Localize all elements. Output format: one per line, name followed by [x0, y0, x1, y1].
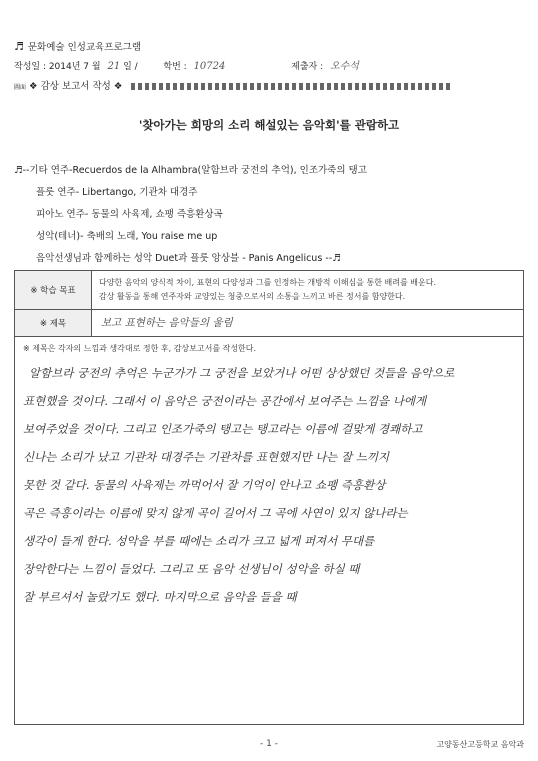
goal-label: ※ 학습 목표 [15, 271, 92, 309]
student-id-value: 10724 [193, 61, 226, 72]
program-header [14, 39, 141, 53]
subject-label: ※ 제목 [15, 310, 92, 336]
submitter-value: 오수석 [329, 61, 359, 72]
student-id-label: 학번 : [163, 62, 187, 72]
report-table [14, 270, 524, 725]
program-line: 성악(테너)- 축배의 노래, You raise me up [36, 231, 218, 242]
music-note-icon: ♬ [14, 40, 24, 53]
essay-line: 못한 것 같다. 동물의 사육제는 까먹어서 잘 기억이 안나고 쇼팽 즉흥환상 [23, 478, 386, 492]
program-line: 음악선생님과 함께하는 성악 Duet과 플룻 앙상블 - Panis Angelicus --♬ [36, 253, 341, 264]
program-line: 피아노 연주- 동물의 사육제, 쇼팽 즉흥환상곡 [36, 209, 223, 220]
program-line: 플룻 연주- Libertango, 기관차 대경주 [36, 187, 198, 198]
essay-line: 신나는 소리가 났고 기관차 대경주는 기관차를 표현했지만 나는 잘 느끼지 [23, 450, 390, 464]
section-tiny-mark: 圖面 [14, 84, 27, 91]
goal-line: 감상 활동을 통해 연주자와 교양있는 청중으로서의 소통을 느끼고 바른 정서를 함양한다. [99, 292, 406, 301]
goal-text [99, 276, 519, 304]
meta-line [14, 57, 359, 72]
essay-line: 표현했을 것이다. 그래서 이 음악은 궁전이라는 공간에서 보여주는 느낌을 나에게 [23, 394, 427, 408]
essay-line: 잘 부르셔서 놀랐기도 했다. 마지막으로 음악을 들을 때 [23, 590, 297, 604]
concert-program [14, 160, 367, 270]
page-number: - 1 - [260, 739, 278, 749]
date-label: 작성일 : 2014년 7 월 [14, 62, 101, 72]
submitter-label: 제출자 : [291, 62, 324, 72]
goal-row [15, 271, 523, 310]
decorative-bar [131, 83, 451, 90]
date-day: 21 [107, 61, 121, 72]
essay-line: 곡은 즉흥이라는 이름에 맞지 않게 곡이 길어서 그 곡에 사연이 있지 않나라는 [23, 506, 408, 520]
essay-line: 생각이 들게 한다. 성악을 부를 때에는 소리가 크고 넓게 퍼져서 무대를 [23, 534, 375, 548]
school-name: 고양동산고등학교 음악과 [436, 740, 524, 749]
essay-line: 알함브라 궁전의 추억은 누군가가 그 궁전을 보았거나 어떤 상상했던 것들을 음악으로 [29, 366, 455, 380]
section-heading [14, 78, 451, 92]
instruction-text: ※ 제목은 각자의 느낌과 생각대로 정한 후, 감상보고서를 작성한다. [23, 344, 257, 353]
subject-value: 보고 표현하는 음악들의 울림 [101, 317, 233, 329]
page-title: '찾아가는 희망의 소리 해설있는 음악회'를 관람하고 [138, 118, 400, 132]
date-suffix: 일 / [123, 62, 138, 72]
section-label: ❖ 감상 보고서 작성 ❖ [29, 81, 123, 92]
subject-row [15, 310, 523, 337]
program-name: 문화예술 인성교육프로그램 [27, 42, 142, 53]
essay-line: 장악한다는 느낌이 들었다. 그리고 또 음악 선생님이 성악을 하실 때 [23, 562, 360, 576]
goal-line: 다양한 음악의 양식적 차이, 표현의 다양성과 그를 인정하는 개방적 이해심을 통한 배려를 배운다. [99, 278, 436, 287]
essay-line: 보여주었을 것이다. 그리고 인조가죽의 탱고는 탱고라는 이름에 걸맞게 경쾌하고 [23, 422, 423, 436]
program-line: ♬--기타 연주-Recuerdos de la Alhambra(알함브라 궁전의 추억), 인조가죽의 탱고 [14, 165, 367, 176]
